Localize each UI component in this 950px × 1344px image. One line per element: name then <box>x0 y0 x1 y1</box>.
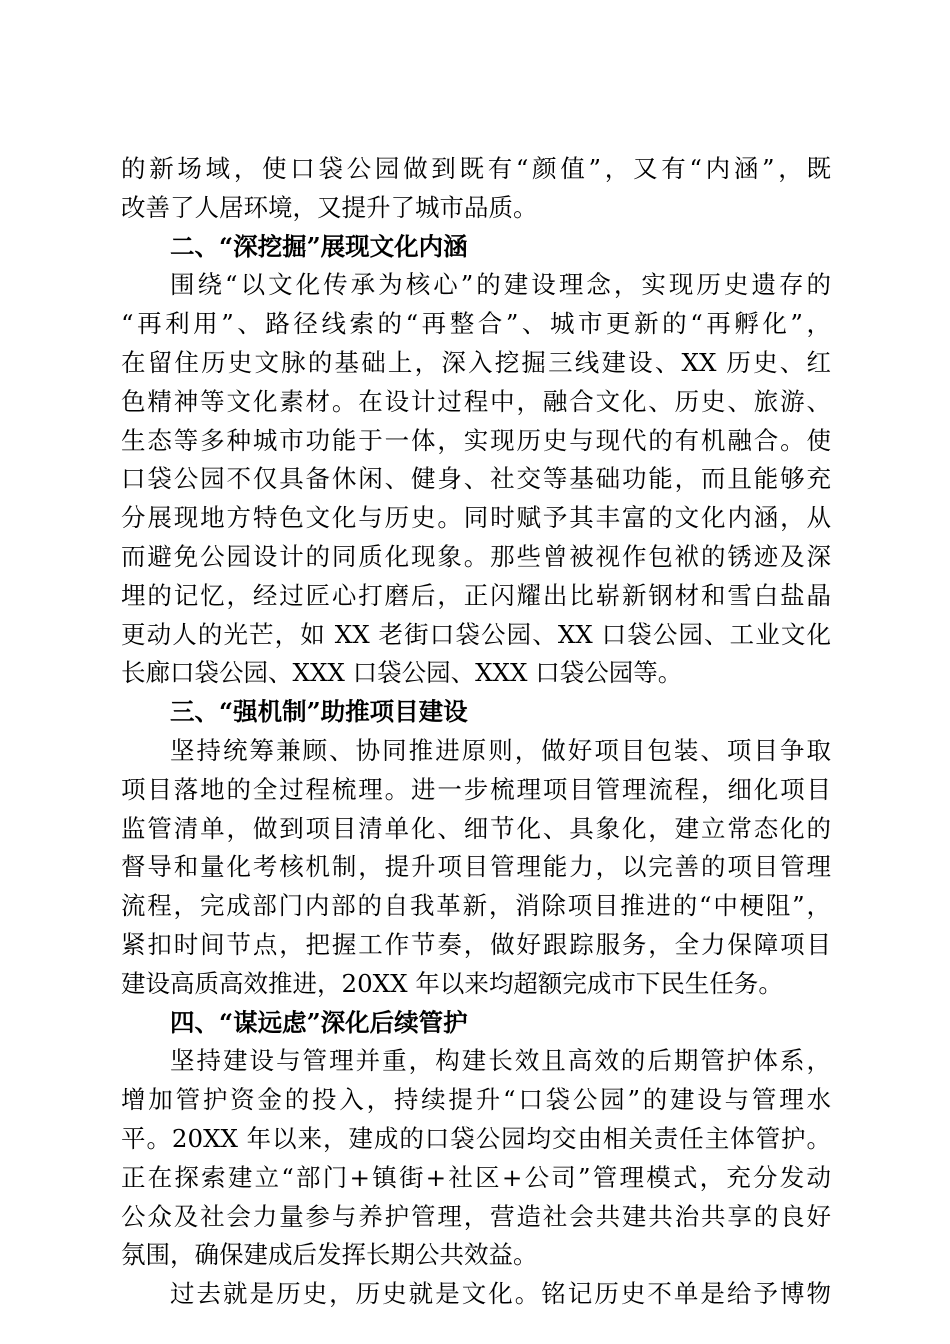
text-line: 而避免公园设计的同质化现象。那些曾被视作包袱的锈迹及深 <box>121 541 831 571</box>
text-line: 的新场域，使口袋公园做到既有“颜值”，又有“内涵”，既 <box>121 154 831 183</box>
section-heading-4: 四、“谋远虑”深化后续管护 <box>170 1007 468 1037</box>
text-line: 生态等多种城市功能于一体，实现历史与现代的有机融合。使 <box>121 425 831 455</box>
text-line: 在留住历史文脉的基础上，深入挖掘三线建设、XX 历史、红 <box>121 347 831 377</box>
text-line: 流程，完成部门内部的自我革新，消除项目推进的“中梗阻”， <box>121 891 831 921</box>
text-line: 督导和量化考核机制，提升项目管理能力，以完善的项目管理 <box>121 852 831 882</box>
text-line: 紧扣时间节点，把握工作节奏，做好跟踪服务，全力保障项目 <box>121 929 831 959</box>
intro-paragraph <box>121 150 831 228</box>
text-line: 埋的记忆，经过匠心打磨后，正闪耀出比崭新钢材和雪白盐晶 <box>121 580 831 610</box>
text-line: 改善了人居环境，又提升了城市品质。 <box>121 192 538 222</box>
text-line: 坚持建设与管理并重，构建长效且高效的后期管护体系， <box>170 1046 831 1076</box>
text-line: 平。20XX 年以来，建成的口袋公园均交由相关责任主体管护。 <box>121 1123 831 1153</box>
text-line: 监管清单，做到项目清单化、细节化、具象化，建立常态化的 <box>121 813 831 843</box>
text-line: 色精神等文化素材。在设计过程中，融合文化、历史、旅游、 <box>121 386 831 416</box>
text-line: 分展现地方特色文化与历史。同时赋予其丰富的文化内涵，从 <box>121 503 831 533</box>
section-3-paragraph <box>121 732 831 1004</box>
closing-paragraph <box>121 1275 831 1314</box>
text-line: 更动人的光芒，如 XX 老街口袋公园、XX 口袋公园、工业文化 <box>121 619 831 649</box>
section-heading-3: 三、“强机制”助推项目建设 <box>170 697 468 727</box>
text-line: 项目落地的全过程梳理。进一步梳理项目管理流程，细化项目 <box>121 774 831 804</box>
section-2-paragraph <box>121 266 831 693</box>
text-line: 建设高质高效推进，20XX 年以来均超额完成市下民生任务。 <box>121 968 783 998</box>
text-line: 口袋公园不仅具备休闲、健身、社交等基础功能，而且能够充 <box>121 464 831 494</box>
text-line: 坚持统筹兼顾、协同推进原则，做好项目包装、项目争取 <box>170 735 831 765</box>
section-4-paragraph <box>121 1042 831 1275</box>
text-line: “再利用”、路径线索的“再整合”、城市更新的“再孵化”， <box>121 309 831 339</box>
section-heading-2: 二、“深挖掘”展现文化内涵 <box>170 231 468 261</box>
document-body <box>121 150 831 1314</box>
text-line: 长廊口袋公园、XXX 口袋公园、XXX 口袋公园等。 <box>121 658 683 688</box>
text-line: 过去就是历史，历史就是文化。铭记历史不单是给予博物 <box>170 1279 831 1309</box>
text-line: 增加管护资金的投入，持续提升“口袋公园”的建设与管理水 <box>121 1085 831 1115</box>
text-line: 公众及社会力量参与养护管理，营造社会共建共治共享的良好 <box>121 1201 831 1231</box>
text-line: 正在探索建立“部门+镇街+社区+公司”管理模式，充分发动 <box>121 1162 831 1192</box>
text-line: 氛围，确保建成后发挥长期公共效益。 <box>121 1240 538 1270</box>
text-line: 围绕“以文化传承为核心”的建设理念，实现历史遗存的 <box>170 270 831 300</box>
